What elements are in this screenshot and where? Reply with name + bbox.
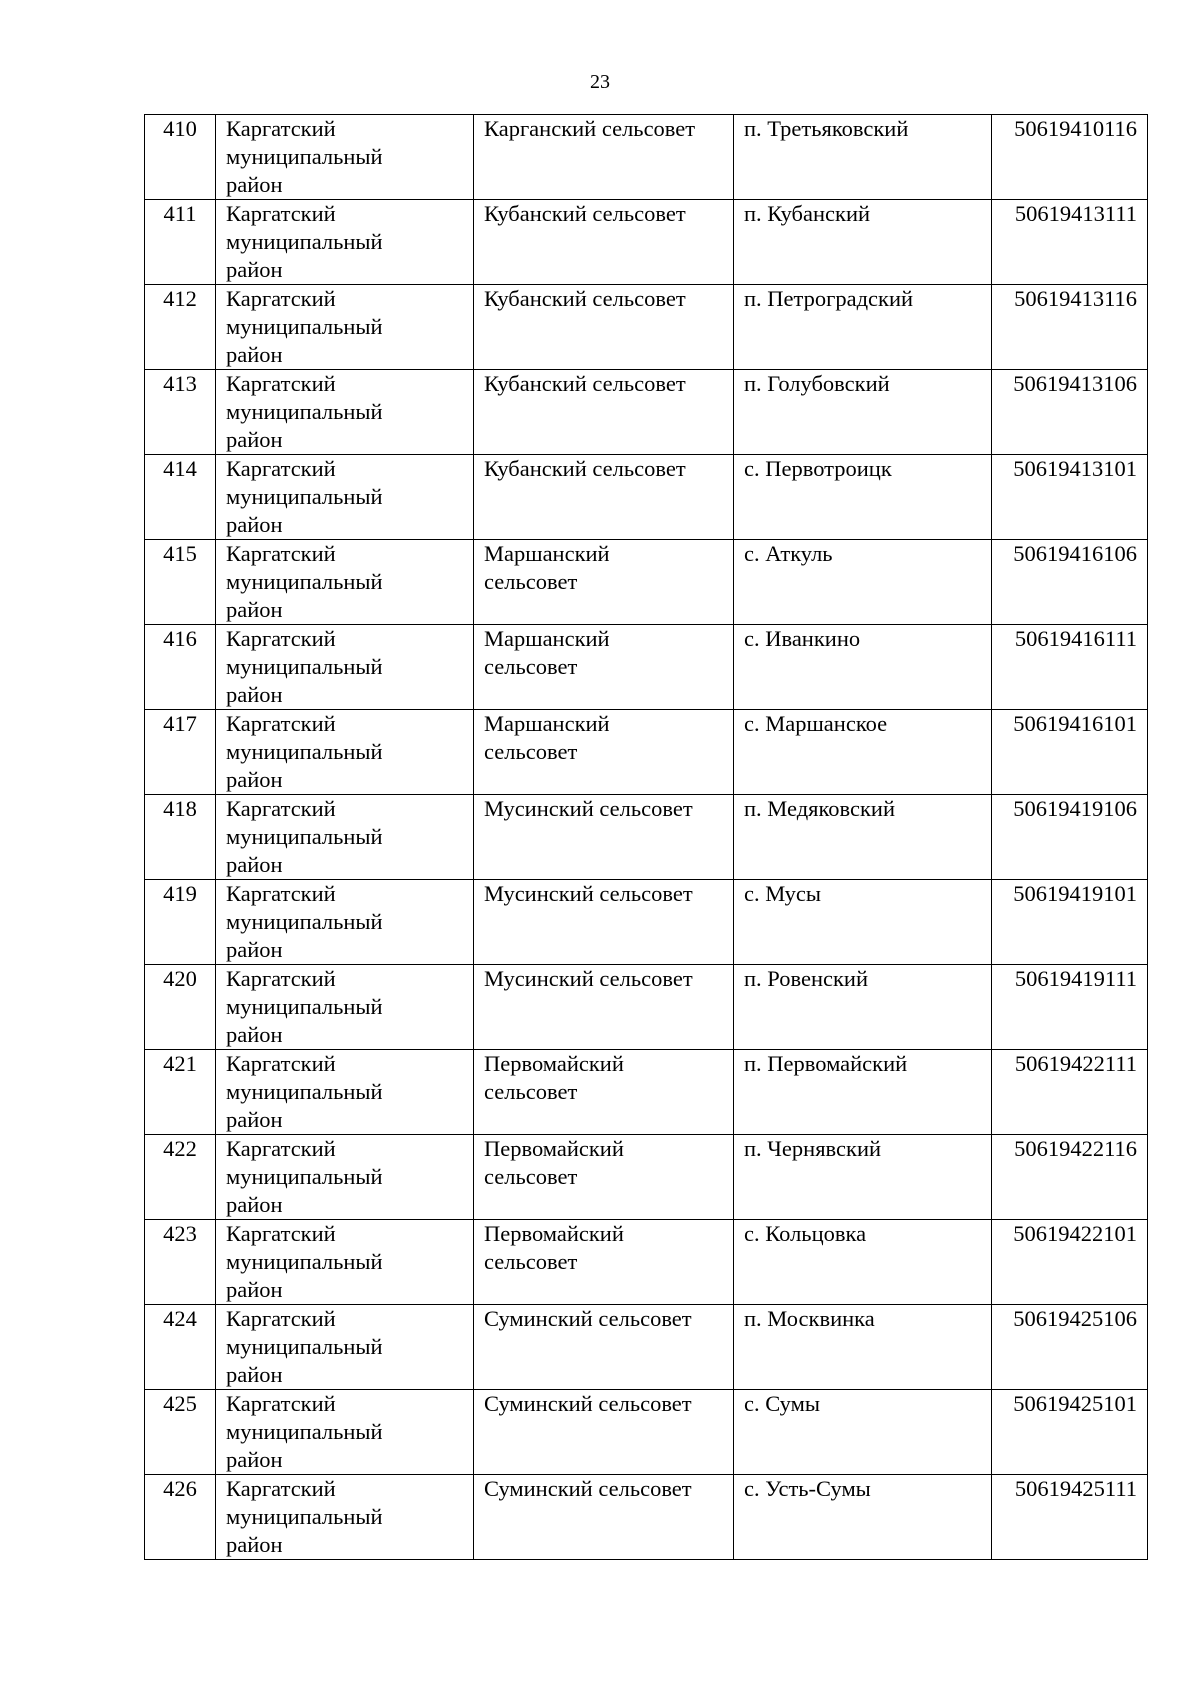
district-line: муниципальный [226,824,383,849]
district-line: Каргатский [226,456,336,481]
district-line: муниципальный [226,569,383,594]
table-row [145,1475,1148,1560]
district-cell [216,795,474,880]
district-line: муниципальный [226,1504,383,1529]
district-cell [216,285,474,370]
council-line: Карганский сельсовет [484,116,696,141]
district-line: район [226,1277,283,1302]
row-number-cell: 415 [145,540,216,625]
row-number-cell: 423 [145,1220,216,1305]
council-line: Первомайский [484,1221,624,1246]
council-line: сельсовет [484,654,578,679]
district-line: муниципальный [226,314,383,339]
oktmo-code-cell: 50619425101 [992,1390,1148,1475]
table-row [145,1390,1148,1475]
row-number-cell: 411 [145,200,216,285]
district-line: Каргатский [226,371,336,396]
settlement-cell: с. Первотроицк [734,455,992,540]
council-line: Маршанский [484,541,610,566]
council-cell [474,200,734,285]
district-cell [216,370,474,455]
row-number-cell: 416 [145,625,216,710]
settlement-cell: п. Чернявский [734,1135,992,1220]
district-line: район [226,1532,283,1557]
district-line: район [226,1192,283,1217]
district-line: муниципальный [226,144,383,169]
table-row [145,455,1148,540]
district-line: муниципальный [226,1164,383,1189]
settlement-cell: с. Сумы [734,1390,992,1475]
oktmo-code-cell: 50619422116 [992,1135,1148,1220]
settlement-cell: с. Мусы [734,880,992,965]
district-line: Каргатский [226,1306,336,1331]
district-line: район [226,1447,283,1472]
district-cell [216,1305,474,1390]
district-line: муниципальный [226,1249,383,1274]
council-cell [474,115,734,200]
district-line: район [226,172,283,197]
district-line: муниципальный [226,399,383,424]
district-line: Каргатский [226,1476,336,1501]
row-number-cell: 420 [145,965,216,1050]
district-line: Каргатский [226,1391,336,1416]
council-cell [474,1305,734,1390]
council-cell [474,1390,734,1475]
table-row [145,710,1148,795]
settlements-table [144,114,1148,1560]
district-line: муниципальный [226,484,383,509]
district-line: Каргатский [226,881,336,906]
settlement-cell: п. Кубанский [734,200,992,285]
settlement-cell: п. Медяковский [734,795,992,880]
district-line: муниципальный [226,229,383,254]
council-cell [474,795,734,880]
council-cell [474,285,734,370]
settlement-cell: п. Петроградский [734,285,992,370]
district-line: муниципальный [226,1334,383,1359]
row-number-cell: 421 [145,1050,216,1135]
oktmo-code-cell: 50619413111 [992,200,1148,285]
council-line: Мусинский сельсовет [484,966,693,991]
row-number-cell: 425 [145,1390,216,1475]
settlement-cell: п. Голубовский [734,370,992,455]
district-cell [216,115,474,200]
district-line: Каргатский [226,1221,336,1246]
district-line: Каргатский [226,966,336,991]
district-line: район [226,937,283,962]
row-number-cell: 410 [145,115,216,200]
district-line: район [226,852,283,877]
council-line: Суминский сельсовет [484,1476,692,1501]
settlement-cell: п. Ровенский [734,965,992,1050]
row-number-cell: 422 [145,1135,216,1220]
district-line: муниципальный [226,1419,383,1444]
council-cell [474,625,734,710]
table-row [145,965,1148,1050]
oktmo-code-cell: 50619422111 [992,1050,1148,1135]
settlement-cell: п. Москвинка [734,1305,992,1390]
council-line: Кубанский сельсовет [484,371,686,396]
district-line: район [226,512,283,537]
district-line: район [226,257,283,282]
council-cell [474,880,734,965]
oktmo-code-cell: 50619416111 [992,625,1148,710]
council-line: Кубанский сельсовет [484,286,686,311]
district-line: район [226,597,283,622]
district-line: район [226,1362,283,1387]
row-number-cell: 426 [145,1475,216,1560]
council-line: Суминский сельсовет [484,1306,692,1331]
oktmo-code-cell: 50619413101 [992,455,1148,540]
table-row [145,1135,1148,1220]
council-line: Мусинский сельсовет [484,796,693,821]
council-line: сельсовет [484,1164,578,1189]
council-line: Маршанский [484,711,610,736]
settlement-cell: с. Маршанское [734,710,992,795]
district-line: район [226,427,283,452]
table-row [145,370,1148,455]
district-cell [216,455,474,540]
district-cell [216,880,474,965]
council-line: Кубанский сельсовет [484,201,686,226]
council-cell [474,1050,734,1135]
district-cell [216,965,474,1050]
district-cell [216,540,474,625]
district-cell [216,1220,474,1305]
district-line: район [226,767,283,792]
district-line: район [226,682,283,707]
page-number: 23 [590,71,610,93]
row-number-cell: 417 [145,710,216,795]
council-line: Кубанский сельсовет [484,456,686,481]
council-cell [474,965,734,1050]
row-number-cell: 413 [145,370,216,455]
council-line: сельсовет [484,1249,578,1274]
council-cell [474,1475,734,1560]
table-row [145,285,1148,370]
oktmo-code-cell: 50619416106 [992,540,1148,625]
council-line: сельсовет [484,569,578,594]
table-row [145,625,1148,710]
council-cell [474,1220,734,1305]
settlement-cell: п. Третьяковский [734,115,992,200]
council-cell [474,455,734,540]
table-row [145,540,1148,625]
oktmo-code-cell: 50619425106 [992,1305,1148,1390]
oktmo-code-cell: 50619410116 [992,115,1148,200]
district-line: муниципальный [226,994,383,1019]
settlement-cell: с. Иванкино [734,625,992,710]
district-line: муниципальный [226,654,383,679]
oktmo-code-cell: 50619419111 [992,965,1148,1050]
council-line: Первомайский [484,1051,624,1076]
settlement-cell: с. Аткуль [734,540,992,625]
council-line: Первомайский [484,1136,624,1161]
oktmo-code-cell: 50619416101 [992,710,1148,795]
settlement-cell: с. Кольцовка [734,1220,992,1305]
row-number-cell: 424 [145,1305,216,1390]
row-number-cell: 419 [145,880,216,965]
table-row [145,795,1148,880]
table-row [145,880,1148,965]
table-body [145,115,1148,1560]
council-line: сельсовет [484,739,578,764]
council-line: сельсовет [484,1079,578,1104]
oktmo-code-cell: 50619413106 [992,370,1148,455]
council-cell [474,540,734,625]
district-line: Каргатский [226,626,336,651]
settlement-cell: п. Первомайский [734,1050,992,1135]
table-row [145,200,1148,285]
oktmo-code-cell: 50619413116 [992,285,1148,370]
district-line: Каргатский [226,1136,336,1161]
oktmo-code-cell: 50619419101 [992,880,1148,965]
district-line: муниципальный [226,909,383,934]
district-line: Каргатский [226,541,336,566]
district-line: Каргатский [226,201,336,226]
oktmo-code-cell: 50619425111 [992,1475,1148,1560]
district-line: район [226,1022,283,1047]
row-number-cell: 418 [145,795,216,880]
row-number-cell: 414 [145,455,216,540]
oktmo-code-cell: 50619422101 [992,1220,1148,1305]
table-row [145,1050,1148,1135]
settlement-cell: с. Усть-Сумы [734,1475,992,1560]
council-cell [474,370,734,455]
district-line: Каргатский [226,711,336,736]
council-line: Маршанский [484,626,610,651]
district-line: район [226,1107,283,1132]
district-cell [216,625,474,710]
district-cell [216,710,474,795]
table-row [145,1305,1148,1390]
table-row [145,1220,1148,1305]
council-line: Мусинский сельсовет [484,881,693,906]
table-row [145,115,1148,200]
district-cell [216,200,474,285]
council-cell [474,1135,734,1220]
district-line: Каргатский [226,286,336,311]
district-line: район [226,342,283,367]
district-cell [216,1390,474,1475]
district-cell [216,1135,474,1220]
row-number-cell: 412 [145,285,216,370]
district-cell [216,1475,474,1560]
district-line: Каргатский [226,1051,336,1076]
council-line: Суминский сельсовет [484,1391,692,1416]
district-line: Каргатский [226,116,336,141]
oktmo-code-cell: 50619419106 [992,795,1148,880]
district-line: муниципальный [226,1079,383,1104]
district-cell [216,1050,474,1135]
council-cell [474,710,734,795]
district-line: муниципальный [226,739,383,764]
district-line: Каргатский [226,796,336,821]
